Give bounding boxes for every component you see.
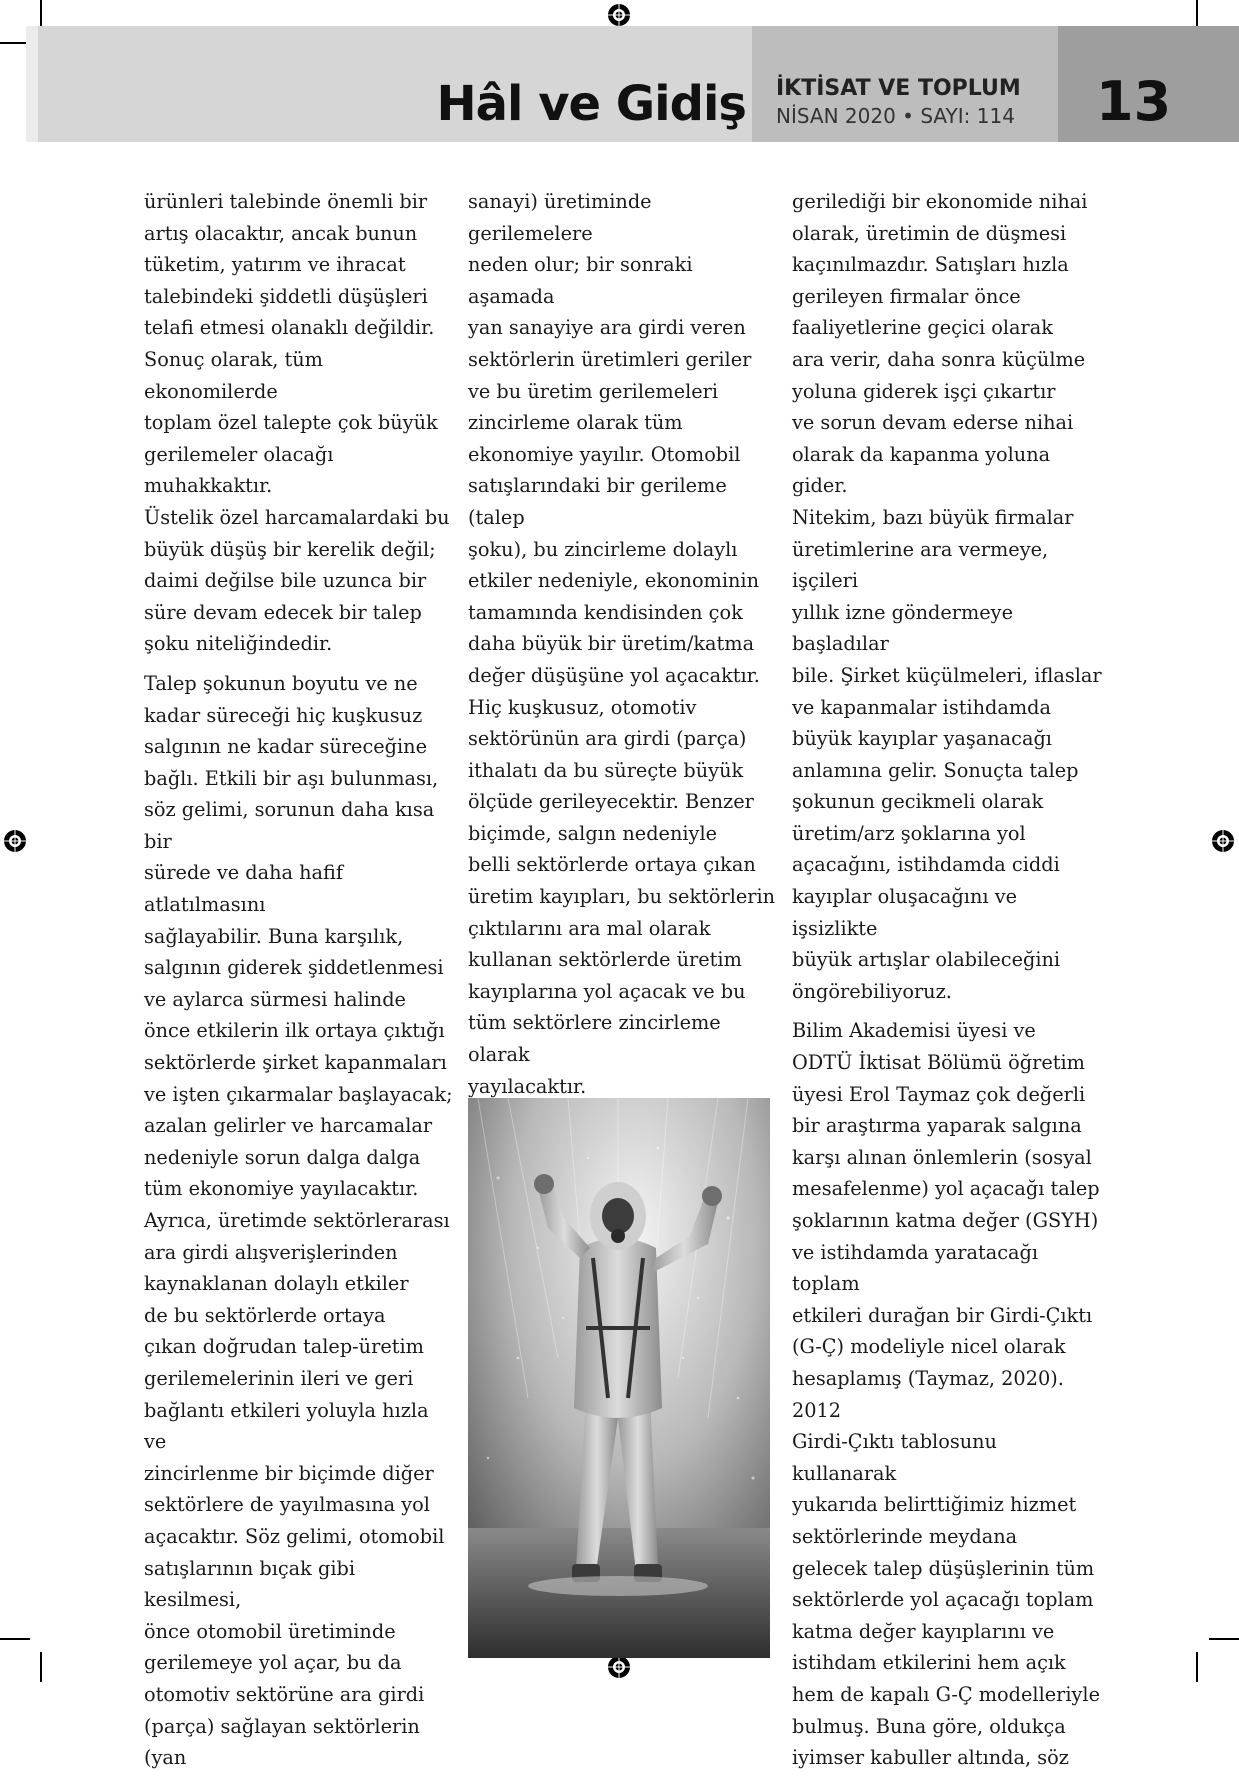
crop-mark	[1209, 1638, 1239, 1640]
hazmat-figure-illustration	[468, 1098, 770, 1658]
registration-mark-icon	[2, 828, 28, 854]
text-column-1	[144, 186, 456, 1782]
text-column-2	[468, 186, 780, 1213]
paragraph: Talep şokunun boyutu ve ne kadar süreceği hiç kuşkusuz salgının ne kadar süreceğine bağlı. Etkili bir aşı bulunması, söz gelimi, sorunun daha kısa bir sürede ve daha hafif atlatılmasını sağlayabilir. Buna karşılık, salgının giderek şiddetlenmesi ve aylarca sürmesi halinde önce etkilerin ilk ortaya çıktığı sektörlerde şirket kapanmaları ve işten çıkarmalar başlayacak; azalan gelirler ve harcamalar nedeniyle sorun dalga dalga tüm ekonomiye yayılacaktır. Ayrıca, üretimde sektörlerarası ara girdi alışverişlerinden kaynaklanan dolaylı etkiler de bu sektörlerde ortaya çıkan doğrudan talep-üretim gerilemelerinin ileri ve geri bağlantı etkileri yoluyla hızla ve zincirlenme bir biçimde diğer sektörlere de yayılmasına yol açacaktır. Söz gelimi, otomobil satışlarının bıçak gibi kesilmesi, önce otomobil üretiminde gerilemeye yol açar, bu da otomotiv sektörüne ara girdi (parça) sağlayan sektörlerin (yan	[144, 671, 453, 1770]
crop-mark	[1196, 1652, 1198, 1682]
paragraph: Bilim Akademisi üyesi ve ODTÜ İktisat Bölümü öğretim üyesi Erol Taymaz çok değerli bir araştırma yaparak salgına karşı alınan önlemlerin (sosyal mesafelenme) yol açacağı talep şoklarının katma değer (GSYH) ve istihdamda yaratacağı toplam etkileri durağan bir Girdi-Çıktı (G-Ç) modeliyle nicel olarak hesaplamış (Taymaz, 2020). 2012 Girdi-Çıktı tablosunu kullanarak yukarıda belirttiğimiz hizmet sektörlerinde meydana gelecek talep düşüşlerinin tüm sektörlerde yol açacağı toplam katma değer kayıplarını ve istihdam etkilerini hem açık hem de kapalı G-Ç modelleriyle bulmuş. Buna göre, oldukça iyimser kabuller altında, söz	[792, 1019, 1101, 1770]
paragraph: gerilediği bir ekonomide nihai olarak, üretimin de düşmesi kaçınılmazdır. Satışları hızla gerileyen firmalar önce faaliyetlerine geçici olarak ara verir, daha sonra küçülme yoluna giderek işçi çıkartır ve sorun devam ederse nihai olarak da kapanma yoluna gider. Nitekim, bazı büyük firmalar üretimlerine ara vermeye, işçileri yıllık izne göndermeye başladılar bile. Şirket küçülmeleri, iflaslar ve kapanmalar istihdamda büyük kayıplar yaşanacağı anlamına gelir. Sonuçta talep şokunun gecikmeli olarak üretim/arz şoklarına yol açacağını, istihdamda ciddi kayıplar oluşacağını ve işsizlikte büyük artışlar olabileceğini öngörebiliyoruz.	[792, 190, 1102, 1003]
header-band-strip	[26, 26, 38, 142]
section-title: Hâl ve Gidiş	[436, 76, 746, 132]
magazine-name: İKTİSAT VE TOPLUM	[776, 76, 1021, 101]
crop-mark	[0, 1638, 30, 1640]
crop-mark	[40, 1652, 42, 1682]
registration-mark-icon	[606, 2, 632, 28]
page-header	[26, 26, 1214, 142]
text-column-3	[792, 186, 1104, 1782]
page-number: 13	[1096, 70, 1172, 133]
paragraph: sanayi) üretiminde gerilemelere neden olur; bir sonraki aşamada yan sanayiye ara girdi veren sektörlerin üretimleri geriler ve bu üretim gerilemeleri zincirleme olarak tüm ekonomiye yayılır. Otomobil satışlarındaki bir gerileme (talep şoku), bu zincirleme dolaylı etkiler nedeniyle, ekonominin tamamında kendisinden çok daha büyük bir üretim/katma değer düşüşüne yol açacaktır. Hiç kuşkusuz, otomotiv sektörünün ara girdi (parça) ithalatı da bu süreçte büyük ölçüde gerileyecektir. Benzer biçimde, salgın nedeniyle belli sektörlerde ortaya çıkan üretim kayıpları, bu sektörlerin çıktılarını ara mal olarak kullanan sektörlerde üretim kayıplarına yol açacak ve bu tüm sektörlere zincirleme olarak yayılacaktır.	[468, 190, 776, 1098]
registration-mark-icon	[1210, 828, 1236, 854]
issue-info: NİSAN 2020 • SAYI: 114	[776, 104, 1015, 128]
hazmat-photo	[468, 1098, 770, 1658]
paragraph: ürünleri talebinde önemli bir artış olacaktır, ancak bunun tüketim, yatırım ve ihracat talebindeki şiddetli düşüşleri telafi etmesi olanaklı değildir. Sonuç olarak, tüm ekonomilerde toplam özel talepte çok büyük gerilemeler olacağı muhakkaktır. Üstelik özel harcamalardaki bu büyük düşüş bir kerelik değil; daimi değilse bile uzunca bir süre devam edecek bir talep şoku niteliğindedir.	[144, 190, 450, 656]
